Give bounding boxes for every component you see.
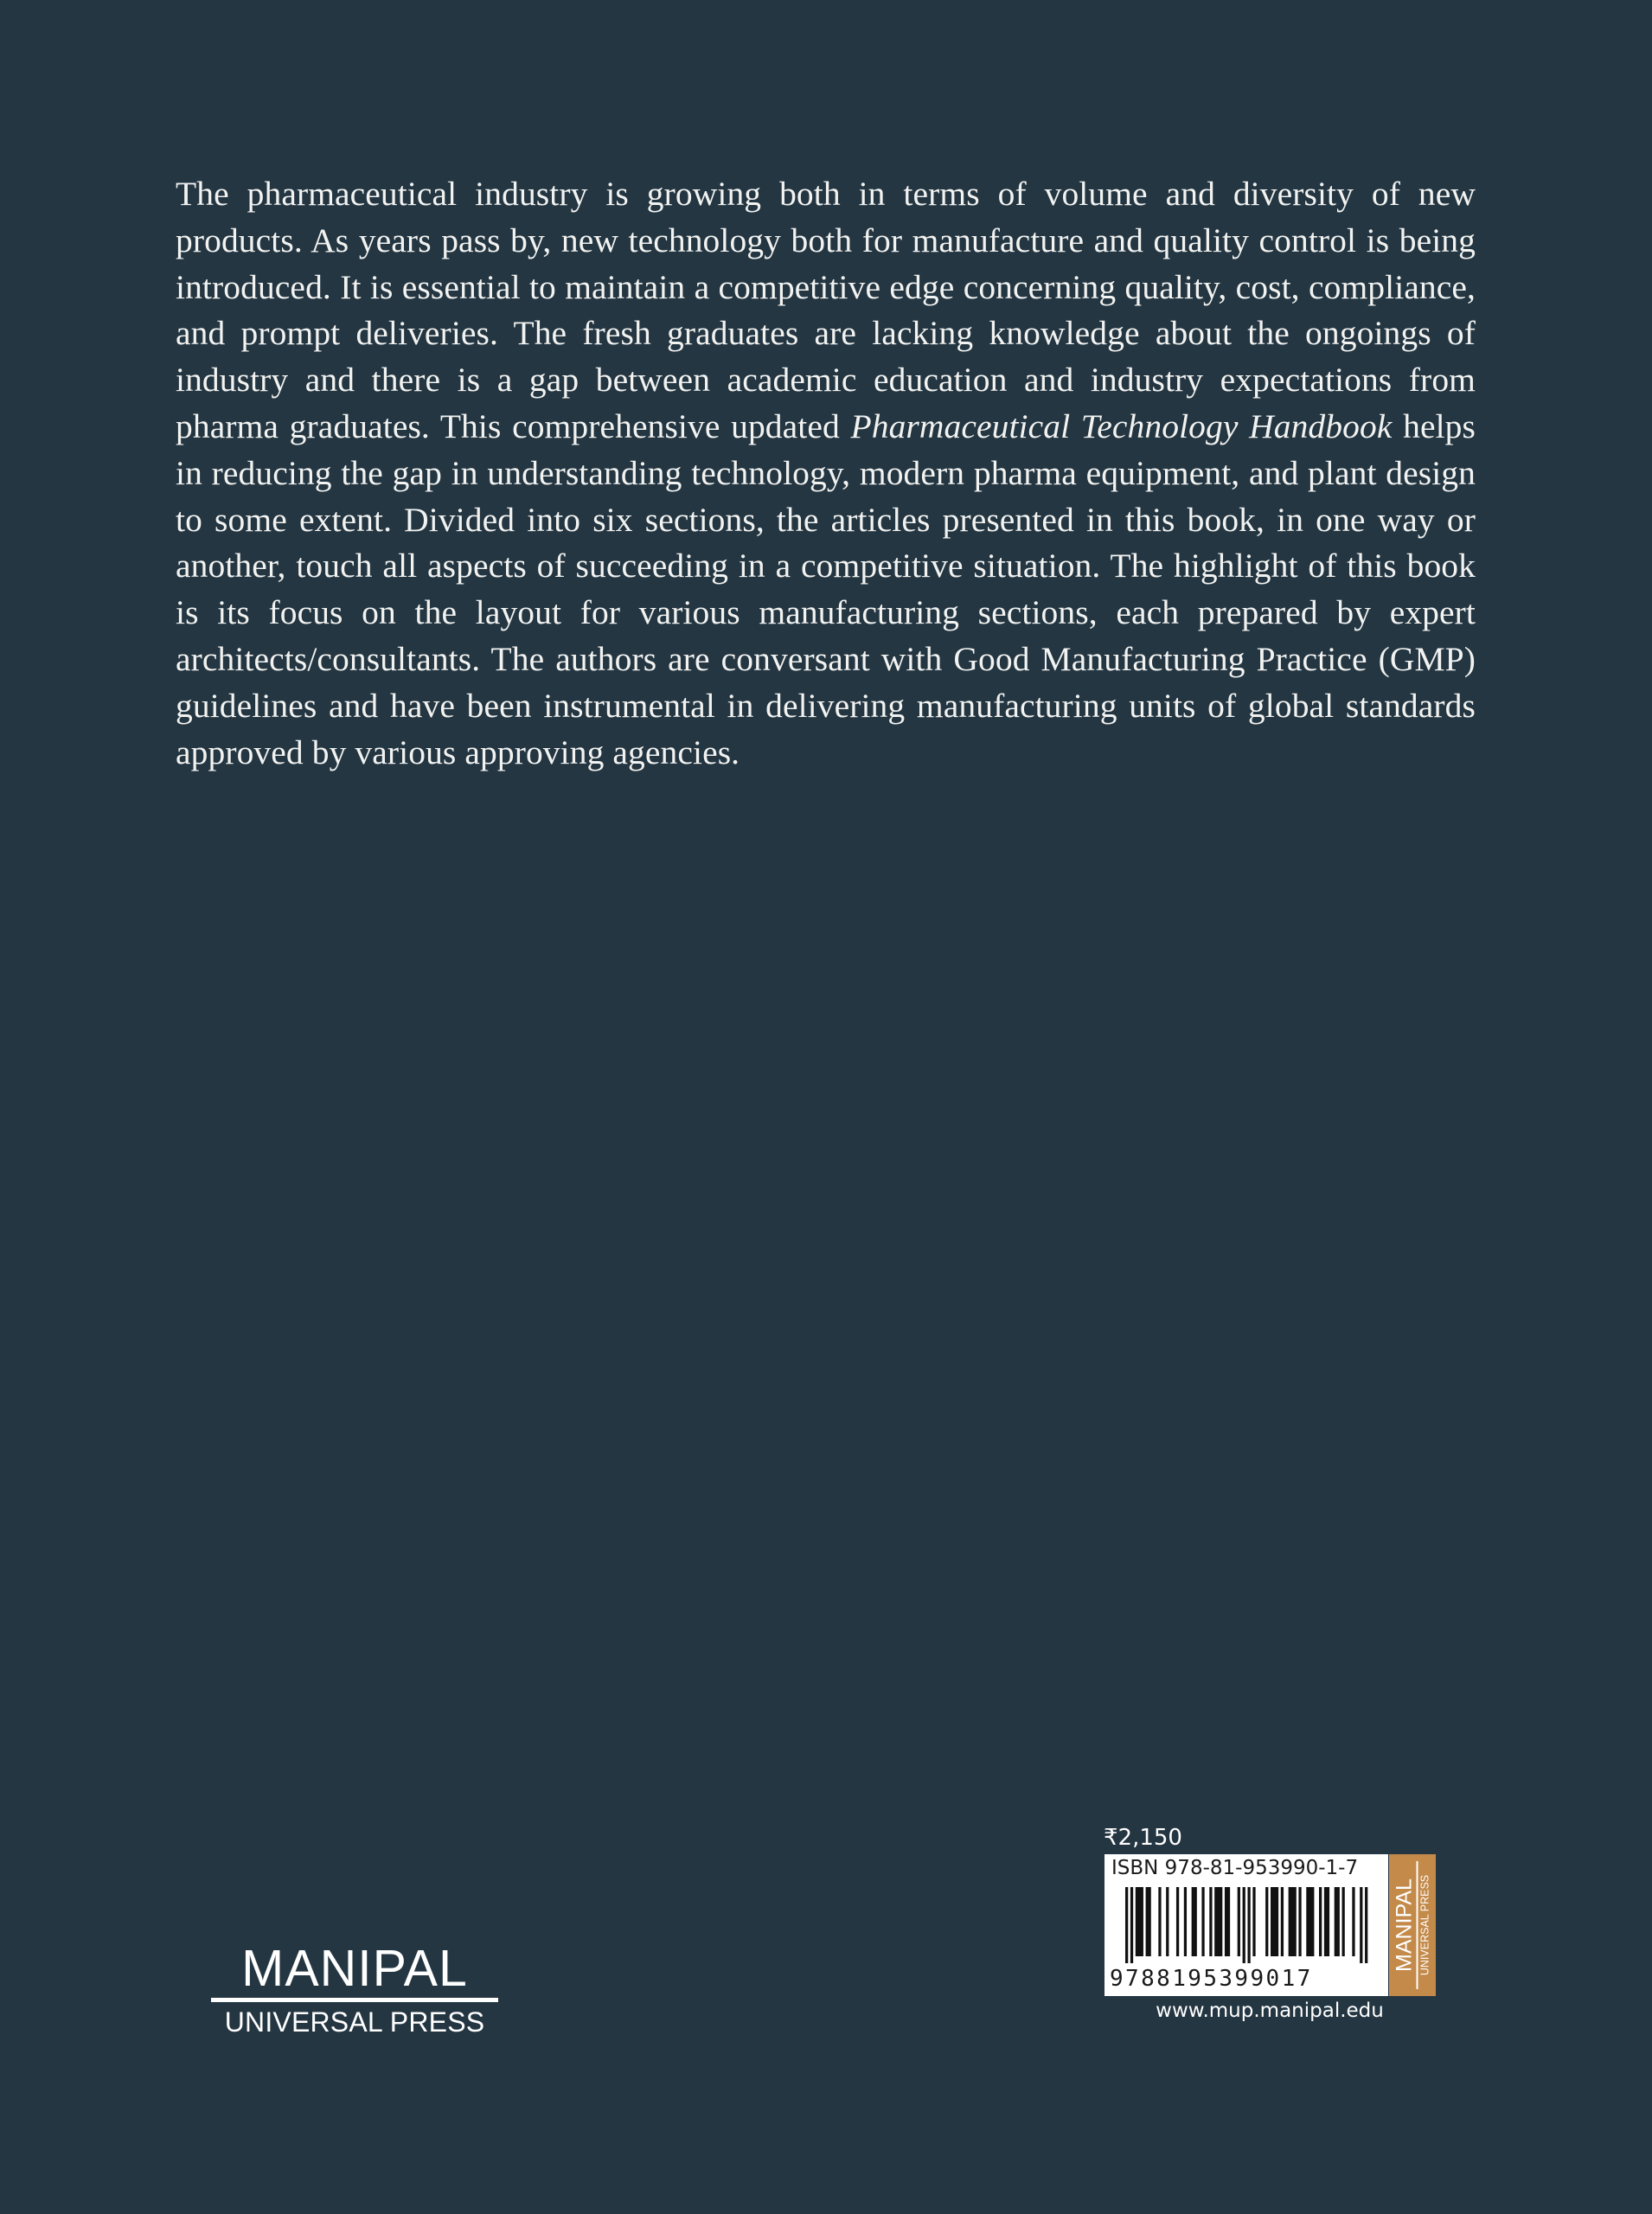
barcode-bar <box>1136 1887 1138 1956</box>
barcode-bar <box>1271 1887 1273 1956</box>
barcode-bar <box>1291 1887 1294 1956</box>
barcode-bar <box>1130 1887 1133 1963</box>
barcode-bar <box>1166 1887 1169 1956</box>
barcode-bar <box>1225 1887 1227 1956</box>
isbn-label: ISBN 978-81-953990-1-7 <box>1111 1857 1359 1879</box>
barcode-bar <box>1335 1887 1337 1956</box>
barcode-bar <box>1125 1887 1128 1963</box>
publisher-logo <box>211 1941 498 2038</box>
barcode-bars <box>1105 1884 1388 1963</box>
barcode-bar <box>1365 1887 1367 1963</box>
cover-blurb <box>176 171 1476 776</box>
barcode-bar <box>1265 1887 1268 1956</box>
barcode-bar <box>1276 1887 1278 1956</box>
publisher-logo-sub: UNIVERSAL PRESS <box>224 2006 485 2038</box>
press-tab-rule <box>1417 1861 1418 1989</box>
press-tab-main: MANIPAL <box>1392 1878 1417 1972</box>
barcode-bar <box>1176 1887 1179 1956</box>
barcode-bar <box>1311 1887 1314 1956</box>
barcode-bar <box>1342 1887 1345 1956</box>
barcode-bar <box>1352 1887 1354 1956</box>
barcode-bar <box>1149 1887 1151 1956</box>
barcode-bar <box>1319 1887 1322 1956</box>
barcode-bar <box>1146 1887 1149 1956</box>
barcode-bar <box>1298 1887 1301 1956</box>
barcode-bar <box>1194 1887 1197 1956</box>
barcode-bar <box>1138 1887 1141 1956</box>
barcode-bar <box>1209 1887 1212 1956</box>
blurb-text-start: The pharmaceutical industry is growing both in terms of volume and diversity of new products. As years pass by, new technology both for manufacture and quality control is being introduced. It is essential to maintain a competitive edge concerning quality, cost, compliance, and prompt deliveries. The fresh graduates are lacking knowledge about the ongoings of industry and there is a gap between academic education and industry expectations from pharma graduates. This comprehensive updated <box>176 175 1476 445</box>
website-url: www.mup.manipal.edu <box>1156 2000 1384 2022</box>
barcode-bar <box>1158 1887 1161 1956</box>
publisher-logo-main: MANIPAL <box>241 1940 468 1997</box>
barcode-digits: 9788195399017 <box>1110 1966 1313 1992</box>
barcode-bar <box>1337 1887 1340 1956</box>
barcode-bar <box>1247 1887 1250 1963</box>
press-tab <box>1389 1854 1436 1996</box>
barcode-bar <box>1201 1887 1204 1956</box>
isbn-barcode <box>1105 1854 1388 1996</box>
barcode-bar <box>1273 1887 1276 1956</box>
barcode-bar <box>1360 1887 1362 1963</box>
barcode-bar <box>1327 1887 1329 1956</box>
barcode-bar <box>1220 1887 1222 1956</box>
publisher-logo-rule <box>211 1998 498 2002</box>
barcode-bar <box>1294 1887 1297 1956</box>
barcode-bar <box>1217 1887 1220 1956</box>
press-tab-sub: UNIVERSAL PRESS <box>1418 1874 1431 1976</box>
barcode-bar <box>1214 1887 1217 1956</box>
barcode-bar <box>1227 1887 1230 1956</box>
barcode-bar <box>1192 1887 1194 1956</box>
book-title: Pharmaceutical Technology Handbook <box>850 406 1393 445</box>
barcode-bar <box>1324 1887 1327 1956</box>
barcode-bar <box>1281 1887 1284 1956</box>
barcode-bar <box>1309 1887 1311 1956</box>
blurb-text-end: helps in reducing the gap in understanding technology, modern pharma equipment, and plant design to some extent. Divided into six sections, the articles presented in this book, in one way or another, touch all aspects of succeeding in a competitive situation. The highlight of this book is its focus on the layout for various manufacturing sections, each prepared by expert architects/consultants. The authors are conversant with Good Manufacturing Practice (GMP) guidelines and have been instrumental in delivering manufacturing units of global standards approved by various approving agencies. <box>176 406 1476 771</box>
barcode-bar <box>1243 1887 1245 1963</box>
barcode-bar <box>1289 1887 1291 1956</box>
barcode-bar <box>1252 1887 1255 1956</box>
barcode-bar <box>1184 1887 1187 1956</box>
barcode-bar <box>1306 1887 1309 1956</box>
barcode-bar <box>1238 1887 1240 1956</box>
barcode-bar <box>1141 1887 1143 1956</box>
price-label: ₹2,150 <box>1104 1825 1182 1851</box>
